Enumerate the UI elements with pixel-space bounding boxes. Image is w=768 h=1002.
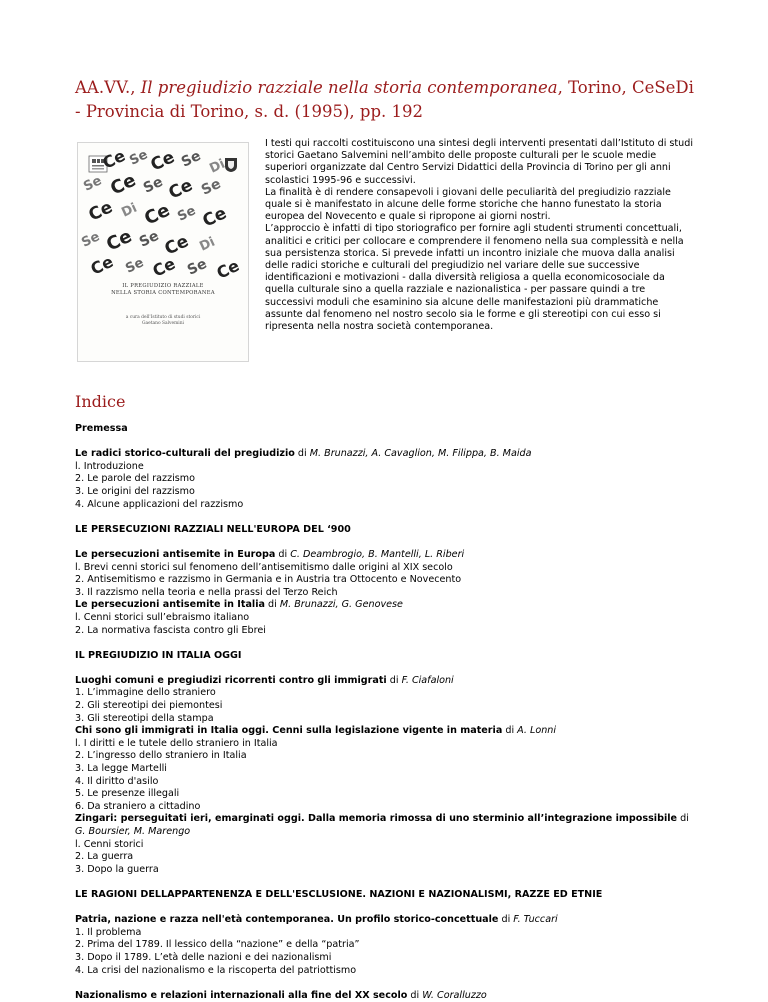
toc-item: 2. La guerra [75,851,134,863]
toc-section-title: Le persecuzioni antisemite in Europa di C. Deambrogio, B. Mantelli, L. Riberi [75,548,465,560]
toc-section-title: Zingari: perseguitati ieri, emarginati oggi. Dalla memoria rimossa di uno sterminio all’integrazione impossibile di G. Boursier, M. Marengo [75,813,689,837]
svg-text:Se: Se [140,173,166,197]
intro-section [75,136,695,362]
svg-text:Ce: Ce [99,145,129,173]
svg-text:Ce: Ce [103,225,136,256]
page [75,76,695,1002]
toc-section-title: Patria, nazione e razza nell'età contemporanea. Un profilo storico-concettuale di F. Tuccari [75,914,558,926]
book-title: Il pregiudizio razziale nella storia contemporanea [140,78,558,97]
toc-item: l. Cenni storici sull’ebraismo italiano [75,611,250,623]
svg-text:Se: Se [123,255,147,277]
svg-text:Se: Se [81,173,105,195]
svg-text:Ce: Ce [213,255,243,283]
toc-section-title: Chi sono gli immigrati in Italia oggi. Cenni sulla legislazione vigente in materia di A. Lonni [75,725,557,737]
toc-item: 2. Le parole del razzismo [75,473,196,485]
toc-item: 2. L’ingresso dello straniero in Italia [75,750,247,762]
toc-part-heading: LE PERSECUZIONI RAZZIALI NELL'EUROPA DEL ‘900 [75,523,351,535]
toc-item: 4. La crisi del nazionalismo e la riscoperta del patriottismo [75,964,357,976]
toc-item: 3. Gli stereotipi della stampa [75,712,214,724]
toc-item: 2. Prima del 1789. Il lessico della “nazione” e della “patria” [75,939,360,951]
toc-item: 2. La normativa fascista contro gli Ebrei [75,624,266,636]
svg-text:Ce: Ce [141,199,174,230]
cover-title: IL PREGIUDIZIO RAZZIALE NELLA STORIA CONTEMPORANEA [111,283,215,296]
description-paragraph: La finalità è di rendere consapevoli i giovani delle peculiarità del pregiudizio razziale quale si è manifestato in alcune delle forme storiche che hanno funestato la storia europea del Novecento e quale si ripropone ai giorni nostri. [265,186,671,223]
svg-text:Ce: Ce [165,175,196,204]
toc-item: l. Cenni storici [75,838,144,850]
toc-item: 6. Da straniero a cittadino [75,800,201,812]
book-description [265,138,695,362]
toc-item: 3. Il razzismo nella teoria e nella prassi del Terzo Reich [75,586,338,598]
toc-item: 2. Gli stereotipi dei piemontesi [75,700,223,712]
description-paragraph: L’approccio è infatti di tipo storiografico per fornire agli studenti strumenti concettuali, analitici e critici per collocare e comprendere il fenomeno nella sua complessità e nella sua persistenza storica. Si prevede infatti un incontro iniziale che muova dalla analisi delle radici storiche e culturali del pregiudizio nel variare delle sue successive identificazioni e motivazioni - dalla diversità religiosa a quella economicosociale da quella culturale sino a quella razziale e nazionalistica - per passare quindi a tre successivi moduli che esaminino sia alcune delle manifestazioni più drammatiche assunte dal fenomeno nel nostro secolo sia le forme e gli stereotipi con cui esso si ripresenta nella nostra società contemporanea. [265,223,684,333]
toc-item: 3. Dopo il 1789. L’età delle nazioni e dei nazionalismi [75,951,332,963]
svg-text:Ce: Ce [87,251,117,279]
toc-item: l. Brevi cenni storici sul fenomeno dell’antisemitismo dalle origini al XIX secolo [75,561,453,573]
svg-text:Se: Se [127,147,151,169]
toc-section-title: Luoghi comuni e pregiudizi ricorrenti contro gli immigrati di F. Ciafaloni [75,674,454,686]
toc-item: 1. Il problema [75,926,142,938]
book-cover-image [77,142,249,362]
toc-part-heading: LE RAGIONI DELLAPPARTENENZA E DELL'ESCLUSIONE. NAZIONI E NAZIONALISMI, RAZZE ED ETNIE [75,888,603,900]
svg-text:Di: Di [119,200,140,221]
svg-text:Ce: Ce [161,231,192,260]
cover-subtitle: a cura dell'Istituto di studi storici Gaetano Salvemini [125,315,201,326]
toc-section-title: Le radici storico-culturali del pregiudizio di M. Brunazzi, A. Cavaglion, M. Filippa, B. Maida [75,448,532,460]
svg-text:Ce: Ce [107,169,140,200]
toc-item: 5. Le presenze illegali [75,788,180,800]
toc-part-heading: IL PREGIUDIZIO IN ITALIA OGGI [75,649,242,661]
toc-item: 3. Le origini del razzismo [75,485,195,497]
table-of-contents [75,423,695,1002]
svg-text:Se: Se [198,175,224,199]
index-heading: Indice [75,392,126,411]
toc-item: 3. La legge Martelli [75,763,167,775]
description-paragraph: I testi qui raccolti costituiscono una sintesi degli interventi presentati dall’Istituto di studi storici Gaetano Salvemini nell’ambito delle proposte culturali per le scuole medie superiori organizzate dal Centro Servizi Didattici della Provincia di Torino per gli anni scolastici 1995-96 e successivi. [265,138,694,186]
toc-item: 4. Alcune applicazioni del razzismo [75,498,244,510]
toc-item: 3. Dopo la guerra [75,863,159,875]
toc-item: l. Introduzione [75,460,144,472]
toc-premessa: Premessa [75,423,128,434]
svg-text:Se: Se [175,203,199,225]
toc-item: 2. Antisemitismo e razzismo in Germania e in Austria tra Ottocento e Novecento [75,574,462,586]
svg-text:Di: Di [207,156,228,177]
page-title: AA.VV., Il pregiudizio razziale nella storia contemporanea, Torino, CeSeDi - Provincia di Torino, s. d. (1995), pp. 192 [75,78,694,121]
cover-pattern [79,145,243,283]
toc-section-title: Le persecuzioni antisemite in Italia di M. Brunazzi, G. Genovese [75,599,403,611]
svg-text:Se: Se [178,147,204,171]
svg-text:Ce: Ce [147,147,178,176]
svg-text:Ce: Ce [149,253,179,281]
toc-item: l. I diritti e le tutele dello straniero in Italia [75,737,278,749]
svg-text:Ce: Ce [199,203,230,232]
svg-text:Se: Se [79,229,103,251]
toc-item: 4. Il diritto d'asilo [75,775,159,787]
toc-item: 1. L’immagine dello straniero [75,687,216,699]
svg-text:Se: Se [184,255,210,279]
svg-text:Di: Di [197,234,218,255]
toc-section-title: Nazionalismo e relazioni internazionali alla fine del XX secolo di W. Coralluzzo [75,989,487,1001]
svg-text:Se: Se [136,227,162,251]
svg-text:Ce: Ce [85,197,116,226]
